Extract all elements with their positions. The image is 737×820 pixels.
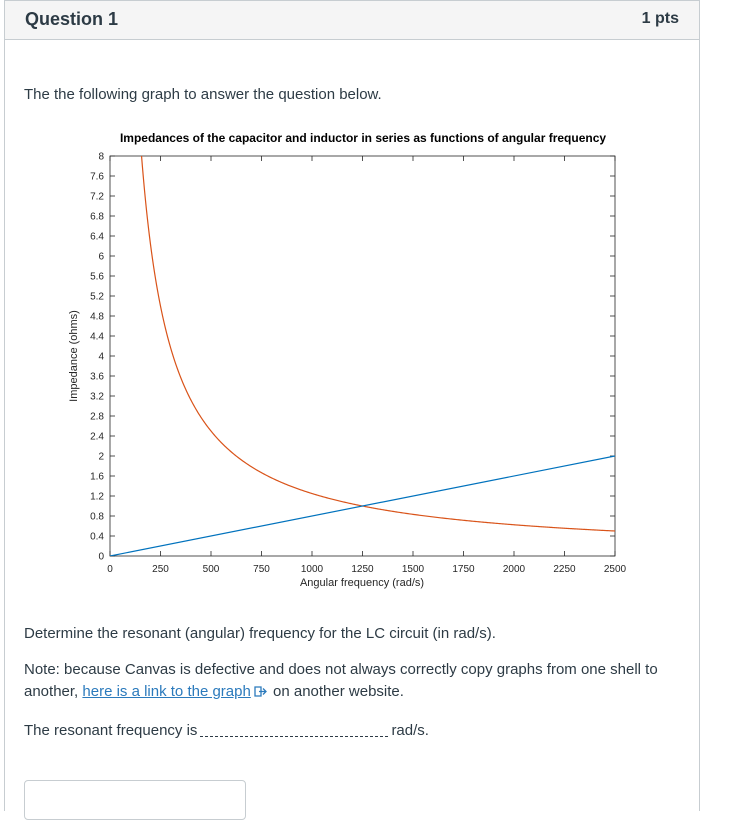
y-tick-label: 6: [98, 251, 104, 263]
y-tick-label: 7.2: [90, 191, 104, 203]
y-tick-label: 4.4: [90, 331, 104, 343]
chart-title: Impedances of the capacitor and inductor in series as functions of angular frequency: [119, 131, 607, 145]
y-tick-label: 4.8: [90, 311, 104, 323]
note-text: Note: because Canvas is defective and does not always correctly copy graphs from one shell to another,: [24, 661, 658, 700]
intro-text: The the following graph to answer the question below.: [24, 86, 382, 103]
question-header: [4, 0, 700, 40]
plot-area: [110, 156, 615, 556]
y-tick-label: 1.2: [90, 491, 104, 503]
y-tick-label: 4: [98, 351, 104, 363]
y-tick-label: 2: [98, 451, 104, 463]
answer-prefix: The resonant frequency is: [24, 722, 198, 739]
x-tick-label: 500: [202, 564, 220, 575]
answer-suffix: rad/s.: [391, 722, 429, 739]
x-tick-label: 2500: [603, 564, 627, 575]
y-tick-label: 6.4: [90, 231, 104, 243]
x-tick-label: 2000: [502, 564, 526, 575]
x-tick-label: 1500: [401, 564, 425, 575]
answer-input[interactable]: [24, 780, 246, 820]
y-tick-label: 0: [98, 551, 104, 563]
y-tick-label: 3.6: [90, 371, 104, 383]
x-tick-label: 2250: [553, 564, 576, 575]
x-tick-label: 250: [152, 564, 169, 575]
y-tick-label: 3.2: [90, 391, 104, 403]
x-tick-label: 1750: [452, 564, 475, 575]
y-tick-label: 5.6: [90, 271, 104, 283]
y-tick-label: 6.8: [90, 211, 104, 223]
note-tail: on another website.: [268, 683, 404, 700]
question-points: 1 pts: [641, 10, 679, 27]
x-tick-label: 1000: [300, 564, 324, 575]
y-tick-label: 5.2: [90, 291, 104, 303]
x-axis-label: Angular frequency (rad/s): [299, 577, 425, 589]
answer-sentence: [24, 720, 429, 742]
note-paragraph: [24, 659, 684, 705]
y-tick-label: 1.6: [90, 471, 104, 483]
y-tick-label: 7.6: [90, 171, 104, 183]
y-tick-label: 2.8: [90, 411, 104, 423]
x-tick-label: 0: [107, 564, 113, 575]
y-tick-label: 8: [98, 151, 104, 163]
answer-blank: [200, 722, 388, 737]
graph-link[interactable]: here is a link to the graph: [82, 683, 251, 700]
y-tick-label: 2.4: [90, 431, 104, 443]
question-title: Question 1: [25, 9, 119, 29]
y-tick-label: 0.8: [90, 511, 104, 523]
impedance-chart: [55, 128, 635, 598]
x-tick-label: 750: [253, 564, 270, 575]
y-tick-label: 0.4: [90, 531, 104, 543]
prompt-text: Determine the resonant (angular) frequency for the LC circuit (in rad/s).: [24, 625, 496, 642]
y-axis-label: Impedance (ohms): [68, 310, 80, 402]
x-tick-label: 1250: [351, 564, 374, 575]
external-link-icon[interactable]: [253, 683, 267, 705]
